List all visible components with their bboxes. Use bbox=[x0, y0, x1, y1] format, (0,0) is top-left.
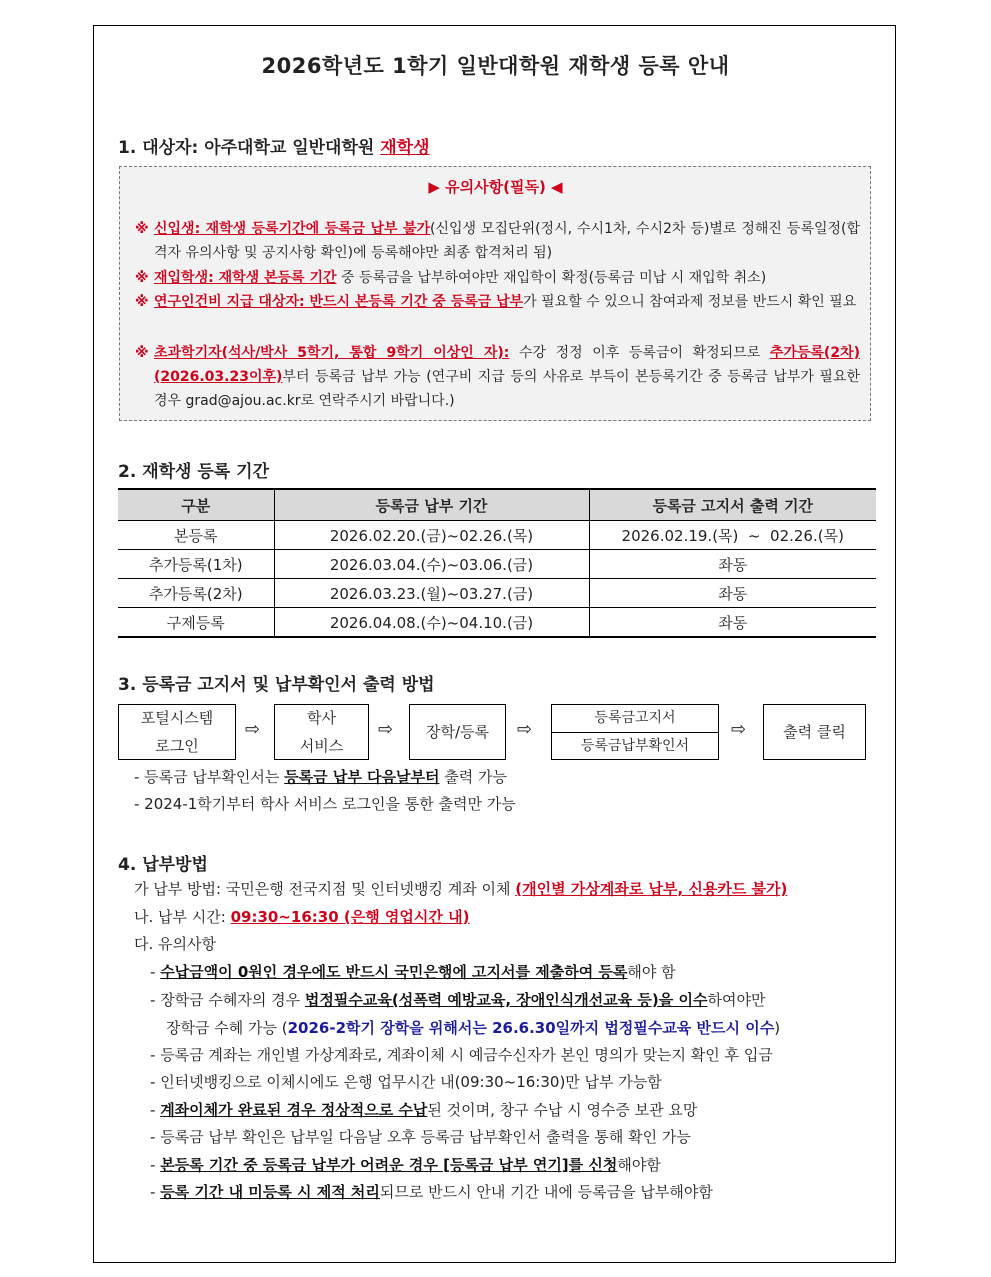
table-row: 추가등록(1차) 2026.03.04.(수)~03.06.(금) 좌동 bbox=[118, 550, 876, 579]
column-header: 등록금 고지서 출력 기간 bbox=[589, 489, 876, 521]
caution-item: - 장학금 수혜자의 경우 법정필수교육(성폭력 예방교육, 장애인식개선교육 등)을 이수하여야만 bbox=[150, 991, 766, 1009]
notice-item-research-pay: ※ 연구인건비 지급 대상자: 반드시 본등록 기간 중 등록금 납부가 필요할 수 있으니 참여과제 정보를 반드시 확인 필요 bbox=[135, 290, 860, 314]
step-print-click: 출력 클릭 bbox=[763, 704, 866, 760]
caution-item: - 등록금 납부 확인은 납부일 다음날 오후 등록금 납부확인서 출력을 통해 확인 가능 bbox=[150, 1128, 691, 1146]
registration-period-table bbox=[118, 488, 876, 638]
notice-item-readmission: ※ 재입학생: 재학생 본등록 기간 중 등록금을 납부하여야만 재입학이 확정(등록금 미납 시 재입학 취소) bbox=[135, 266, 860, 290]
table-row: 본등록 2026.02.20.(금)~02.26.(목) 2026.02.19.(목) ~ 02.26.(목) bbox=[118, 521, 876, 550]
notice-title: ▶ 유의사항(필독) ◀ bbox=[428, 178, 563, 196]
section-2-heading: 2. 재학생 등록 기간 bbox=[118, 462, 269, 482]
caution-item: - 등록금 계좌는 개인별 가상계좌로, 계좌이체 시 예금수신자가 본인 명의가 맞는지 확인 후 입금 bbox=[150, 1046, 773, 1064]
table-row: 구제등록 2026.04.08.(수)~04.10.(금) 좌동 bbox=[118, 608, 876, 638]
notice-item-freshmen: ※ 신입생: 재학생 등록기간에 등록금 납부 불가(신입생 모집단위(정시, 수시1차, 수시2차 등)별로 정해진 등록일정(합격자 유의사항 및 공지사항 확인)에 등록해야만 최종 합격처리 됨) bbox=[135, 217, 860, 265]
page-title: 2026학년도 1학기 일반대학원 재학생 등록 안내 bbox=[261, 54, 730, 78]
step-document-choice bbox=[551, 704, 719, 760]
print-note-1: - 등록금 납부확인서는 등록금 납부 다음날부터 출력 가능 bbox=[134, 768, 507, 786]
reference-mark-icon: ※ bbox=[135, 221, 149, 237]
step-portal-login: 포털시스템 로그인 bbox=[118, 704, 236, 760]
right-arrow-icon: ⇨ bbox=[245, 719, 261, 740]
column-header: 구분 bbox=[118, 489, 274, 521]
caution-item: - 수납금액이 0원인 경우에도 반드시 국민은행에 고지서를 제출하여 등록해야 함 bbox=[150, 963, 676, 981]
payment-method-line: 가 납부 방법: 국민은행 전국지점 및 인터넷뱅킹 계좌 이체 (개인별 가상계좌로 납부, 신용카드 불가) bbox=[134, 880, 788, 898]
target-highlight: 재학생 bbox=[380, 138, 430, 158]
reference-mark-icon: ※ bbox=[135, 270, 149, 286]
section-3-heading: 3. 등록금 고지서 및 납부확인서 출력 방법 bbox=[118, 675, 435, 695]
section-4-heading: 4. 납부방법 bbox=[118, 855, 208, 875]
caution-item: - 본등록 기간 중 등록금 납부가 어려운 경우 [등록금 납부 연기]를 신청해야함 bbox=[150, 1156, 661, 1174]
notice-item-excess-semester: ※ 초과학기자(석사/박사 5학기, 통합 9학기 이상인 자): 수강 정정 이후 등록금이 확정되므로 추가등록(2차)(2026.03.23이후)부터 등록금 납부 가능 (연구비 지급 등의 사유로 부득이 본등록기간 중 등록금 납부가 필요한 경우 grad@ajou.ac.kr로 연락주시기 바랍니다.) bbox=[135, 341, 860, 413]
right-arrow-icon: ⇨ bbox=[378, 719, 394, 740]
step-academic-service: 학사 서비스 bbox=[274, 704, 369, 760]
payment-time-line: 나. 납부 시간: 09:30~16:30 (은행 영업시간 내) bbox=[134, 908, 470, 926]
reference-mark-icon: ※ bbox=[135, 294, 149, 310]
caution-item: - 등록 기간 내 미등록 시 제적 처리되므로 반드시 안내 기간 내에 등록금을 납부해야함 bbox=[150, 1183, 713, 1201]
tuition-bill-label: 등록금고지서 bbox=[552, 705, 718, 733]
caution-item-continued: 장학금 수혜 가능 (2026-2학기 장학을 위해서는 26.6.30일까지 법정필수교육 반드시 이수) bbox=[166, 1019, 781, 1037]
right-arrow-icon: ⇨ bbox=[517, 719, 533, 740]
table-row: 추가등록(2차) 2026.03.23.(월)~03.27.(금) 좌동 bbox=[118, 579, 876, 608]
cautions-heading: 다. 유의사항 bbox=[134, 935, 216, 953]
step-scholarship-registration: 장학/등록 bbox=[409, 704, 506, 760]
caution-item: - 계좌이체가 완료된 경우 정상적으로 수납된 것이며, 창구 수납 시 영수증 보관 요망 bbox=[150, 1101, 698, 1119]
right-arrow-icon: ⇨ bbox=[731, 719, 747, 740]
column-header: 등록금 납부 기간 bbox=[274, 489, 589, 521]
section-1-heading: 1. 대상자: 아주대학교 일반대학원 재학생 bbox=[118, 138, 430, 158]
payment-receipt-label: 등록금납부확인서 bbox=[580, 738, 690, 754]
reference-mark-icon: ※ bbox=[135, 345, 149, 361]
table-header-row bbox=[118, 489, 876, 521]
print-note-2: - 2024-1학기부터 학사 서비스 로그인을 통한 출력만 가능 bbox=[134, 795, 516, 813]
caution-item: - 인터넷뱅킹으로 이체시에도 은행 업무시간 내(09:30~16:30)만 납부 가능함 bbox=[150, 1073, 662, 1091]
